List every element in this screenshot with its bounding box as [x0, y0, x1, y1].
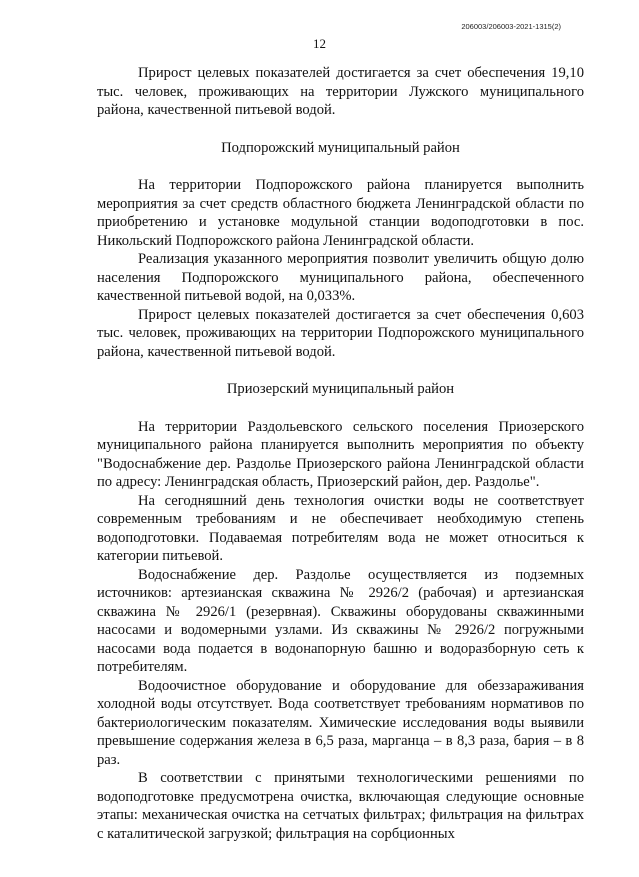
paragraph: На территории Подпорожского района планируется выполнить мероприятия за счет средств областного бюджета Ленинградской области по приобретению и установке модульной станции водоподготовки в пос. Никольский Подпорожского района Ленинградской области. — [97, 177, 584, 249]
paragraph: На территории Раздольевского сельского поселения Приозерского муниципального района планируется выполнить мероприятия по объекту "Водоснабжение дер. Раздолье Приозерского района Ленинградской области по адресу: Ленинградская область, Приозерский район, дер. Раздолье". — [97, 418, 584, 490]
paragraph: Прирост целевых показателей достигается за счет обеспечения 19,10 тыс. человек, проживающих на территории Лужского муниципального района, качественной питьевой водой. — [97, 65, 584, 118]
document-body — [97, 64, 584, 843]
paragraph: В соответствии с принятыми технологическими решениями по водоподготовке предусмотрена очистка, включающая следующие основные этапы: механическая очистка на сетчатых фильтрах; фильтрация на фильтрах с каталитической загрузкой; фильтрация на сорбционных — [97, 770, 584, 842]
section-heading-podporozhsky: Подпорожский муниципальный район — [221, 139, 460, 156]
paragraph: Прирост целевых показателей достигается за счет обеспечения 0,603 тыс. человек, проживающих на территории Подпорожского муниципального района, качественной питьевой водой. — [97, 306, 584, 360]
paragraph: Водоснабжение дер. Раздолье осуществляется из подземных источников: артезианская скважина № 2926/2 (рабочая) и артезианская скважина № 2926/1 (резервная). Скважины оборудованы скважинными насосами и водомерными узлами. Из скважины № 2926/2 погружными насосами вода подается в водонапорную башню и водоразборную сеть к потребителям. — [97, 566, 584, 675]
page-number: 12 — [313, 36, 326, 51]
document-id: 206003/206003-2021-1315(2) — [461, 22, 561, 31]
paragraph: Реализация указанного мероприятия позволит увеличить общую долю населения Подпорожского муниципального района, обеспеченного качественной питьевой водой, на 0,033%. — [97, 251, 584, 304]
paragraph: Водоочистное оборудование и оборудование для обеззараживания холодной воды отсутствует. Вода соответствует требованиям нормативов по бактериологическим показателям. Химические исследования воды выявили превышение содержания железа в 6,5 раза, марганца – в 8,3 раза, бария – в 8 раз. — [97, 677, 584, 768]
paragraph: На сегодняшний день технология очистки воды не соответствует современным требованиям и не обеспечивает необходимую степень водоподготовки. Подаваемая потребителям вода не может относиться к категории питьевой. — [97, 492, 584, 564]
section-heading-priozersky: Приозерский муниципальный район — [226, 381, 455, 397]
